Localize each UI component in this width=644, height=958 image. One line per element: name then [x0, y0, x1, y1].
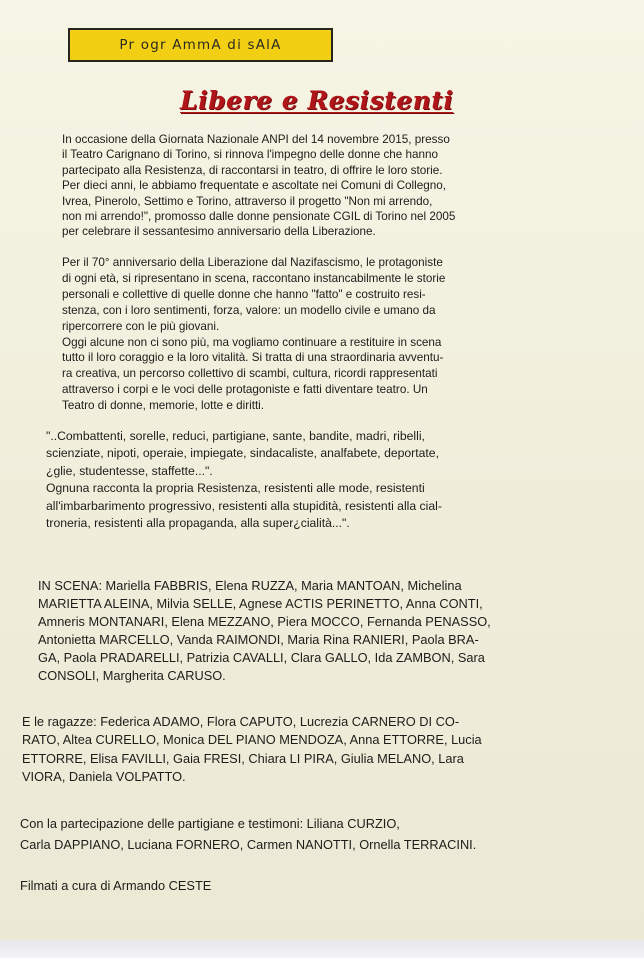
text-line: non mi arrendo!", promosso dalle donne pensionate CGIL di Torino nel 2005	[62, 210, 456, 224]
anniversary-paragraph	[62, 255, 445, 414]
text-line: "..Combattenti, sorelle, reduci, partigiane, sante, bandite, madri, ribelli,	[46, 429, 425, 443]
text-line: Per il 70° anniversario della Liberazione dal Nazifascismo, le protagoniste	[62, 256, 443, 269]
partisans-list	[20, 814, 476, 855]
text-line: ¿glie, studentesse, staffette...".	[46, 463, 213, 478]
text-line: Teatro di donne, memorie, lotte e diritti.	[62, 399, 265, 413]
text-line: Antonietta MARCELLO, Vanda RAIMONDI, Maria Rina RANIERI, Paola BRA-	[38, 632, 479, 647]
text-line: il Teatro Carignano di Torino, si rinnova l'impegno delle donne che hanno	[62, 148, 439, 162]
text-line: attraverso i corpi e le voci delle protagoniste e fatti diventare teatro. Un	[62, 383, 428, 397]
text-line: partecipato alla Resistenza, di raccontarsi in teatro, di offrire le loro storie.	[62, 163, 443, 177]
text-line: E le ragazze: Federica ADAMO, Flora CAPUTO, Lucrezia CARNERO DI CO-	[22, 714, 460, 729]
text-line: scienziate, nipoti, operaie, impiegate, sindacaliste, analfabete, deportate,	[46, 446, 439, 461]
text-line: personali e collettive di quelle donne che hanno "fatto" e costruito resi-	[62, 287, 426, 301]
text-line: IN SCENA: Mariella FABBRIS, Elena RUZZA, Maria MANTOAN, Michelina	[38, 578, 462, 593]
intro-paragraph	[62, 132, 455, 240]
text-line: MARIETTA ALEINA, Milvia SELLE, Agnese ACTIS PERINETTO, Anna CONTI,	[38, 596, 483, 611]
text-line: Con la partecipazione delle partigiane e testimoni: Liliana CURZIO,	[20, 816, 400, 831]
text-line: CONSOLI, Margherita CARUSO.	[38, 668, 226, 683]
text-line: Ivrea, Pinerolo, Settimo e Torino, attraverso il progetto "Non mi arrendo,	[62, 194, 433, 208]
girls-list	[22, 713, 482, 787]
text-line: ETTORRE, Elisa FAVILLI, Gaia FRESI, Chiara LI PIRA, Giulia MELANO, Lara	[22, 750, 464, 766]
text-line: per celebrare il sessantesimo anniversario della Liberazione.	[62, 225, 376, 239]
text-line: Per dieci anni, le abbiamo frequentate e ascoltate nei Comuni di Collegno,	[62, 179, 446, 193]
text-line: tutto il loro coraggio e la loro vitalità. Si tratta di una straordinaria avventu-	[62, 351, 444, 365]
text-line: GA, Paola PRADARELLI, Patrizia CAVALLI, Clara GALLO, Ida ZAMBON, Sara	[38, 650, 485, 665]
text-line: Amneris MONTANARI, Elena MEZZANO, Piera MOCCO, Fernanda PENASSO,	[38, 614, 491, 629]
cast-list	[38, 577, 491, 685]
text-line: all'imbarbarimento progressivo, resistenti alla stupidità, resistenti alla cial-	[46, 498, 442, 513]
text-line: Ognuna racconta la propria Resistenza, resistenti alle mode, resistenti	[46, 481, 425, 496]
text-line: Carla DAPPIANO, Luciana FORNERO, Carmen NANOTTI, Ornella TERRACINI.	[20, 836, 477, 852]
text-line: troneria, resistenti alla propaganda, alla super¿cialità...".	[46, 516, 350, 531]
films-credit: Filmati a cura di Armando CESTE	[20, 878, 212, 893]
quote-paragraph	[46, 428, 442, 532]
page-title: Libere e Resistenti	[180, 86, 454, 115]
text-line: In occasione della Giornata Nazionale ANPI del 14 novembre 2015, presso	[62, 133, 450, 146]
text-line: ra creativa, un percorso collettivo di scambi, cultura, ricordi rappresentati	[62, 367, 438, 381]
program-header-label: Pr ogr AmmA di sAlA	[68, 28, 333, 62]
text-line: ripercorrere con le più giovani.	[62, 319, 220, 333]
text-line: stenza, con i loro sentimenti, forza, valore: un modello civile e umano da	[62, 303, 436, 317]
text-line: VIORA, Daniela VOLPATTO.	[22, 769, 186, 785]
page-bottom-edge	[0, 940, 644, 958]
text-line: di ogni età, si ripresentano in scena, raccontano instancabilmente le storie	[62, 271, 446, 285]
text-line: RATO, Altea CURELLO, Monica DEL PIANO MENDOZA, Anna ETTORRE, Lucia	[22, 732, 482, 748]
text-line: Oggi alcune non ci sono più, ma vogliamo continuare a restituire in scena	[62, 335, 442, 349]
